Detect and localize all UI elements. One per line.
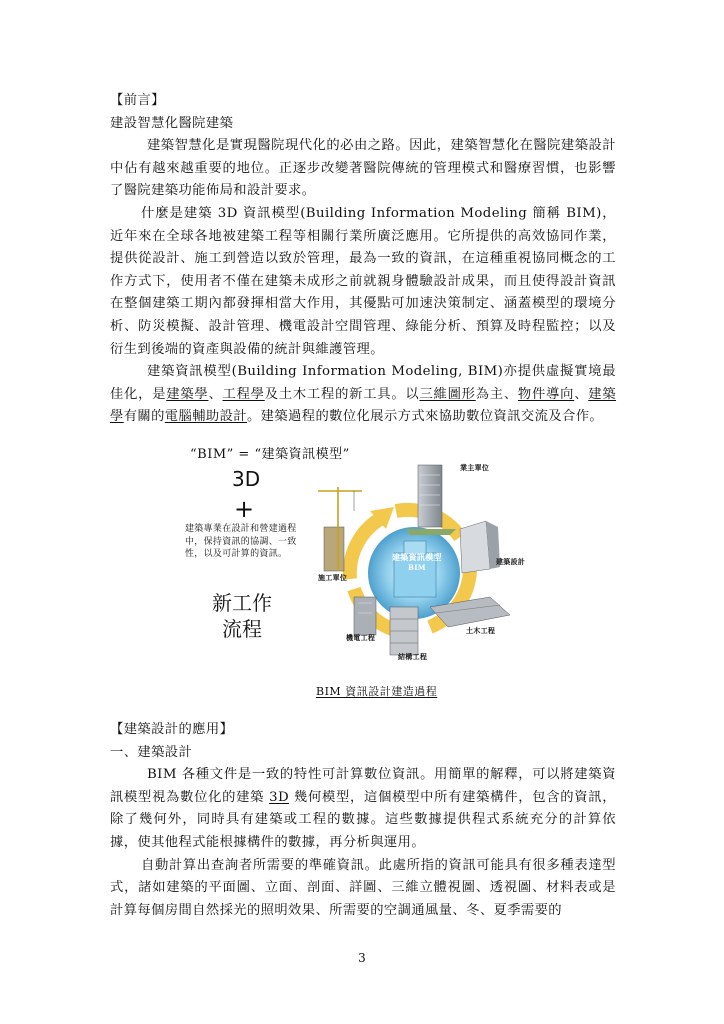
- link-architecture[interactable]: 建築學: [166, 386, 209, 402]
- link-cad[interactable]: 電腦輔助設計: [164, 409, 247, 425]
- intro-section: [110, 90, 616, 429]
- label-civil: 土木工程: [466, 626, 496, 635]
- paragraph-bim-tool: 建築資訊模型(Building Information Modeling, BIM)亦提供虛擬實境最佳化，是建築學、工程學及土木工程的新工具。以三維圖形為主、物件導向、建築學有關的電腦輔助設計。建築過程的數位化展示方式來協助數位資訊交流及合作。: [110, 364, 617, 425]
- new-workflow-line1: 新工作: [212, 591, 272, 615]
- section-subheading-arch-design: 一、建築設計: [110, 744, 193, 760]
- link-object-oriented[interactable]: 物件導向: [517, 386, 575, 402]
- mep-engineering-icon: [354, 597, 376, 635]
- paragraph-what-is-bim: 什麼是建築 3D 資訊模型(Building Information Modeling 簡稱 BIM)，近年來在全球各地被建築工程等相關行業所廣泛應用。它所提供的高效協同作業，提供從設計、施工到營造以致於管理，最為一致的資訊，在這種重視協同概念的工作方式下，使用者不僅在建築未成形之前就親身體驗設計成果，而且使得設計資訊在整個建築工期內都發揮相當大作用，其優點可加速決策制定、涵蓋模型的環境分析、防災模擬、設計管理、機電設計空間管理、綠能分析、預算及時程監控；以及衍生到後端的資產與設備的統計與維護管理。: [110, 205, 616, 357]
- label-construction: 施工單位: [318, 573, 348, 582]
- link-3d[interactable]: 3D: [269, 789, 290, 805]
- center-subtitle: BIM: [408, 563, 426, 572]
- new-workflow-line2: 流程: [222, 617, 262, 641]
- paragraph-auto-calc: 自動計算出查詢者所需要的準確資訊。此處所指的資訊可能具有很多種表達型式，諸如建築的平面圖、立面、剖面、詳圖、三維立體視圖、透視圖、材料表或是計算每個房間自然採光的照明效果、所需要的空調通風量、冬、夏季需要的: [110, 857, 616, 918]
- center-title: 建築資訊模型: [392, 552, 442, 562]
- link-engineering[interactable]: 工程學: [222, 386, 265, 402]
- label-3d: 3D: [232, 467, 261, 491]
- label-structure: 結構工程: [398, 652, 428, 661]
- section-subheading: 建設智慧化醫院建築: [110, 115, 234, 131]
- structure-engineering-icon: [390, 607, 418, 655]
- paragraph-smart-hospital: 建築智慧化是實現醫院現代化的必由之路。因此，建築智慧化在醫院建築設計中佔有越來越重要的地位。正逐步改變著醫院傳統的管理模式和醫療習慣，也影響了醫院建築功能佈局和設計要求。: [110, 138, 616, 199]
- bim-equation: “BIM” = “建築資訊模型”: [190, 447, 350, 462]
- section-heading-preface: 【前言】: [110, 93, 165, 108]
- plus-sign: +: [234, 495, 255, 523]
- paragraph-bim-documents: BIM 各種文件是一致的特性可計算數位資訊。用簡單的解釋，可以將建築資訊模型視為數位化的建築 3D 幾何模型，這個模型中所有建築構件，包含的資訊，除了幾何外，同時具有建築或工程的數據。這些數據提供程式系統充分的計算依據，使其他程式能根據構件的數據，再分析與運用。: [110, 767, 616, 850]
- link-architecture-2[interactable]: 建築學: [110, 386, 617, 425]
- bim-process-figure: [170, 443, 570, 701]
- label-mep: 機電工程: [346, 633, 376, 642]
- figure-description: 建築專業在設計和營建過程中，保持資訊的協調、一致性，以及可計算的資訊。: [185, 524, 297, 559]
- design-application-section: [110, 719, 616, 922]
- label-owner: 業主單位: [460, 463, 490, 472]
- link-3d-graphics[interactable]: 三維圖形: [419, 386, 476, 402]
- label-arch-design: 建築設計: [496, 557, 526, 566]
- arch-design-building-icon: [460, 521, 500, 573]
- figure-caption: BIM 資訊設計建造過程: [316, 685, 438, 698]
- page-number: 3: [358, 951, 366, 965]
- section-heading-application: 【建築設計的應用】: [110, 722, 234, 737]
